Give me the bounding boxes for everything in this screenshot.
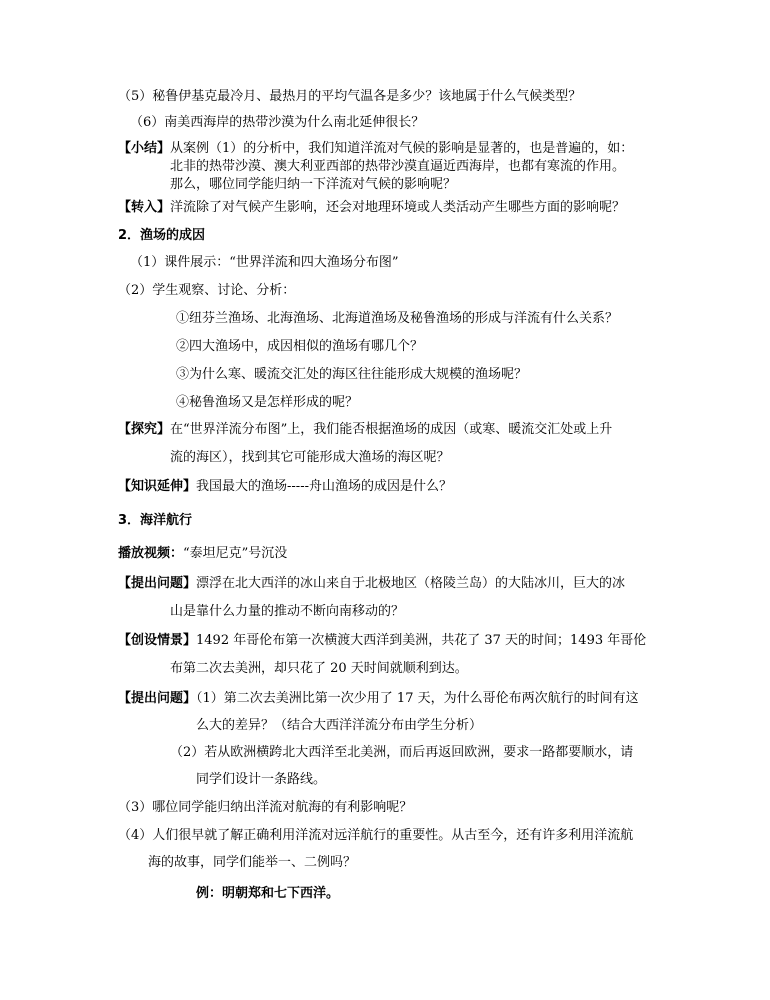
section-2-question-3: ③为什么寒、暖流交汇处的海区往往能形成大规模的渔场呢？: [176, 367, 528, 382]
ask-1-text-1: 漂浮在北大西洋的冰山来自于北极地区（格陵兰岛）的大陆冰川，巨大的冰: [196, 576, 626, 591]
scene-tag: 【创设情景】: [118, 633, 197, 648]
extend-text: 我国最大的渔场-----舟山渔场的成因是什么？: [196, 479, 452, 494]
section-3-question-4-line-1: （4）人们很早就了解正确利用洋流对远洋航行的重要性。从古至今，还有许多利用洋流航: [118, 828, 634, 843]
ask-1-tag: 【提出问题】: [118, 576, 197, 591]
explore-text-1: 在“世界洋流分布图”上，我们能否根据渔场的成因（或寒、暖流交汇处或上升: [170, 422, 613, 437]
example-line: 例：明朝郑和七下西洋。: [196, 886, 340, 901]
ask-2-line-1: [118, 690, 639, 708]
ask-2-line-3: （2）若从欧洲横跨北大西洋至北美洲，而后再返回欧洲，要求一路都要顺水，请: [170, 745, 634, 760]
section-2-question-4: ④秘鲁渔场又是怎样形成的呢？: [176, 395, 359, 410]
scene-line-2: 布第二次去美洲，却只花了 20 天时间就顺利到达。: [170, 661, 468, 676]
ask-2-line-2: 么大的差异？（结合大西洋洋流分布由学生分析）: [196, 718, 483, 733]
extend-tag: 【知识延伸】: [118, 479, 197, 494]
transition-text: 洋流除了对气候产生影响，还会对地理环境或人类活动产生哪些方面的影响呢？: [170, 200, 626, 215]
summary-text-1: 从案例（1）的分析中，我们知道洋流对气候的影响是显著的，也是普遍的，如：: [170, 141, 634, 156]
section-2-point-1: （1）课件展示：“世界洋流和四大渔场分布图”: [130, 255, 399, 270]
section-2-question-2: ②四大渔场中，成因相似的渔场有哪几个？: [176, 339, 424, 354]
ask-1-line-1: [118, 575, 625, 593]
summary-tag: 【小结】: [118, 141, 171, 156]
transition-tag: 【转入】: [118, 200, 171, 215]
scene-text-1: 1492 年哥伦布第一次横渡大西洋到美洲，共花了 37 天的时间；1493 年哥伦: [196, 633, 647, 648]
ask-2-tag: 【提出问题】: [118, 691, 197, 706]
summary-line-3: 那么，哪位同学能归纳一下洋流对气候的影响呢？: [170, 177, 457, 192]
question-5: （5）秘鲁伊基克最冷月、最热月的平均气温各是多少？该地属于什么气候类型？: [118, 89, 582, 104]
section-2-title: 2．渔场的成因: [118, 228, 206, 243]
section-2-point-2: （2）学生观察、讨论、分析：: [118, 283, 296, 298]
video-tag: 播放视频：: [118, 546, 184, 561]
extend-line: [118, 478, 452, 496]
summary-line-2: 北非的热带沙漠、澳大利亚西部的热带沙漠直逼近西海岸，也都有寒流的作用。: [170, 159, 626, 174]
video-line: [118, 545, 287, 563]
scene-line-1: [118, 632, 646, 650]
ask-2-line-4: 同学们设计一条路线。: [196, 772, 327, 787]
transition-line: [118, 199, 625, 217]
summary-line-1: [118, 140, 633, 158]
explore-line-1: [118, 421, 612, 439]
video-text: “泰坦尼克”号沉没: [183, 546, 288, 561]
ask-1-line-2: 山是靠什么力量的推动不断向南移动的？: [170, 604, 405, 619]
ask-2-text-1: （1）第二次去美洲比第一次少用了 17 天，为什么哥伦布两次航行的时间有这: [196, 691, 639, 706]
explore-tag: 【探究】: [118, 422, 171, 437]
section-2-question-1: ①纽芬兰渔场、北海渔场、北海道渔场及秘鲁渔场的形成与洋流有什么关系？: [176, 311, 619, 326]
section-3-title: 3．海洋航行: [118, 513, 193, 528]
question-6: （6）南美西海岸的热带沙漠为什么南北延伸很长？: [130, 115, 425, 130]
section-3-question-3: （3）哪位同学能归纳出洋流对航海的有利影响呢？: [118, 800, 413, 815]
section-3-question-4-line-2: 海的故事，同学们能举一、二例吗？: [148, 855, 357, 870]
explore-line-2: 流的海区），找到其它可能形成大渔场的海区呢？: [170, 450, 450, 465]
